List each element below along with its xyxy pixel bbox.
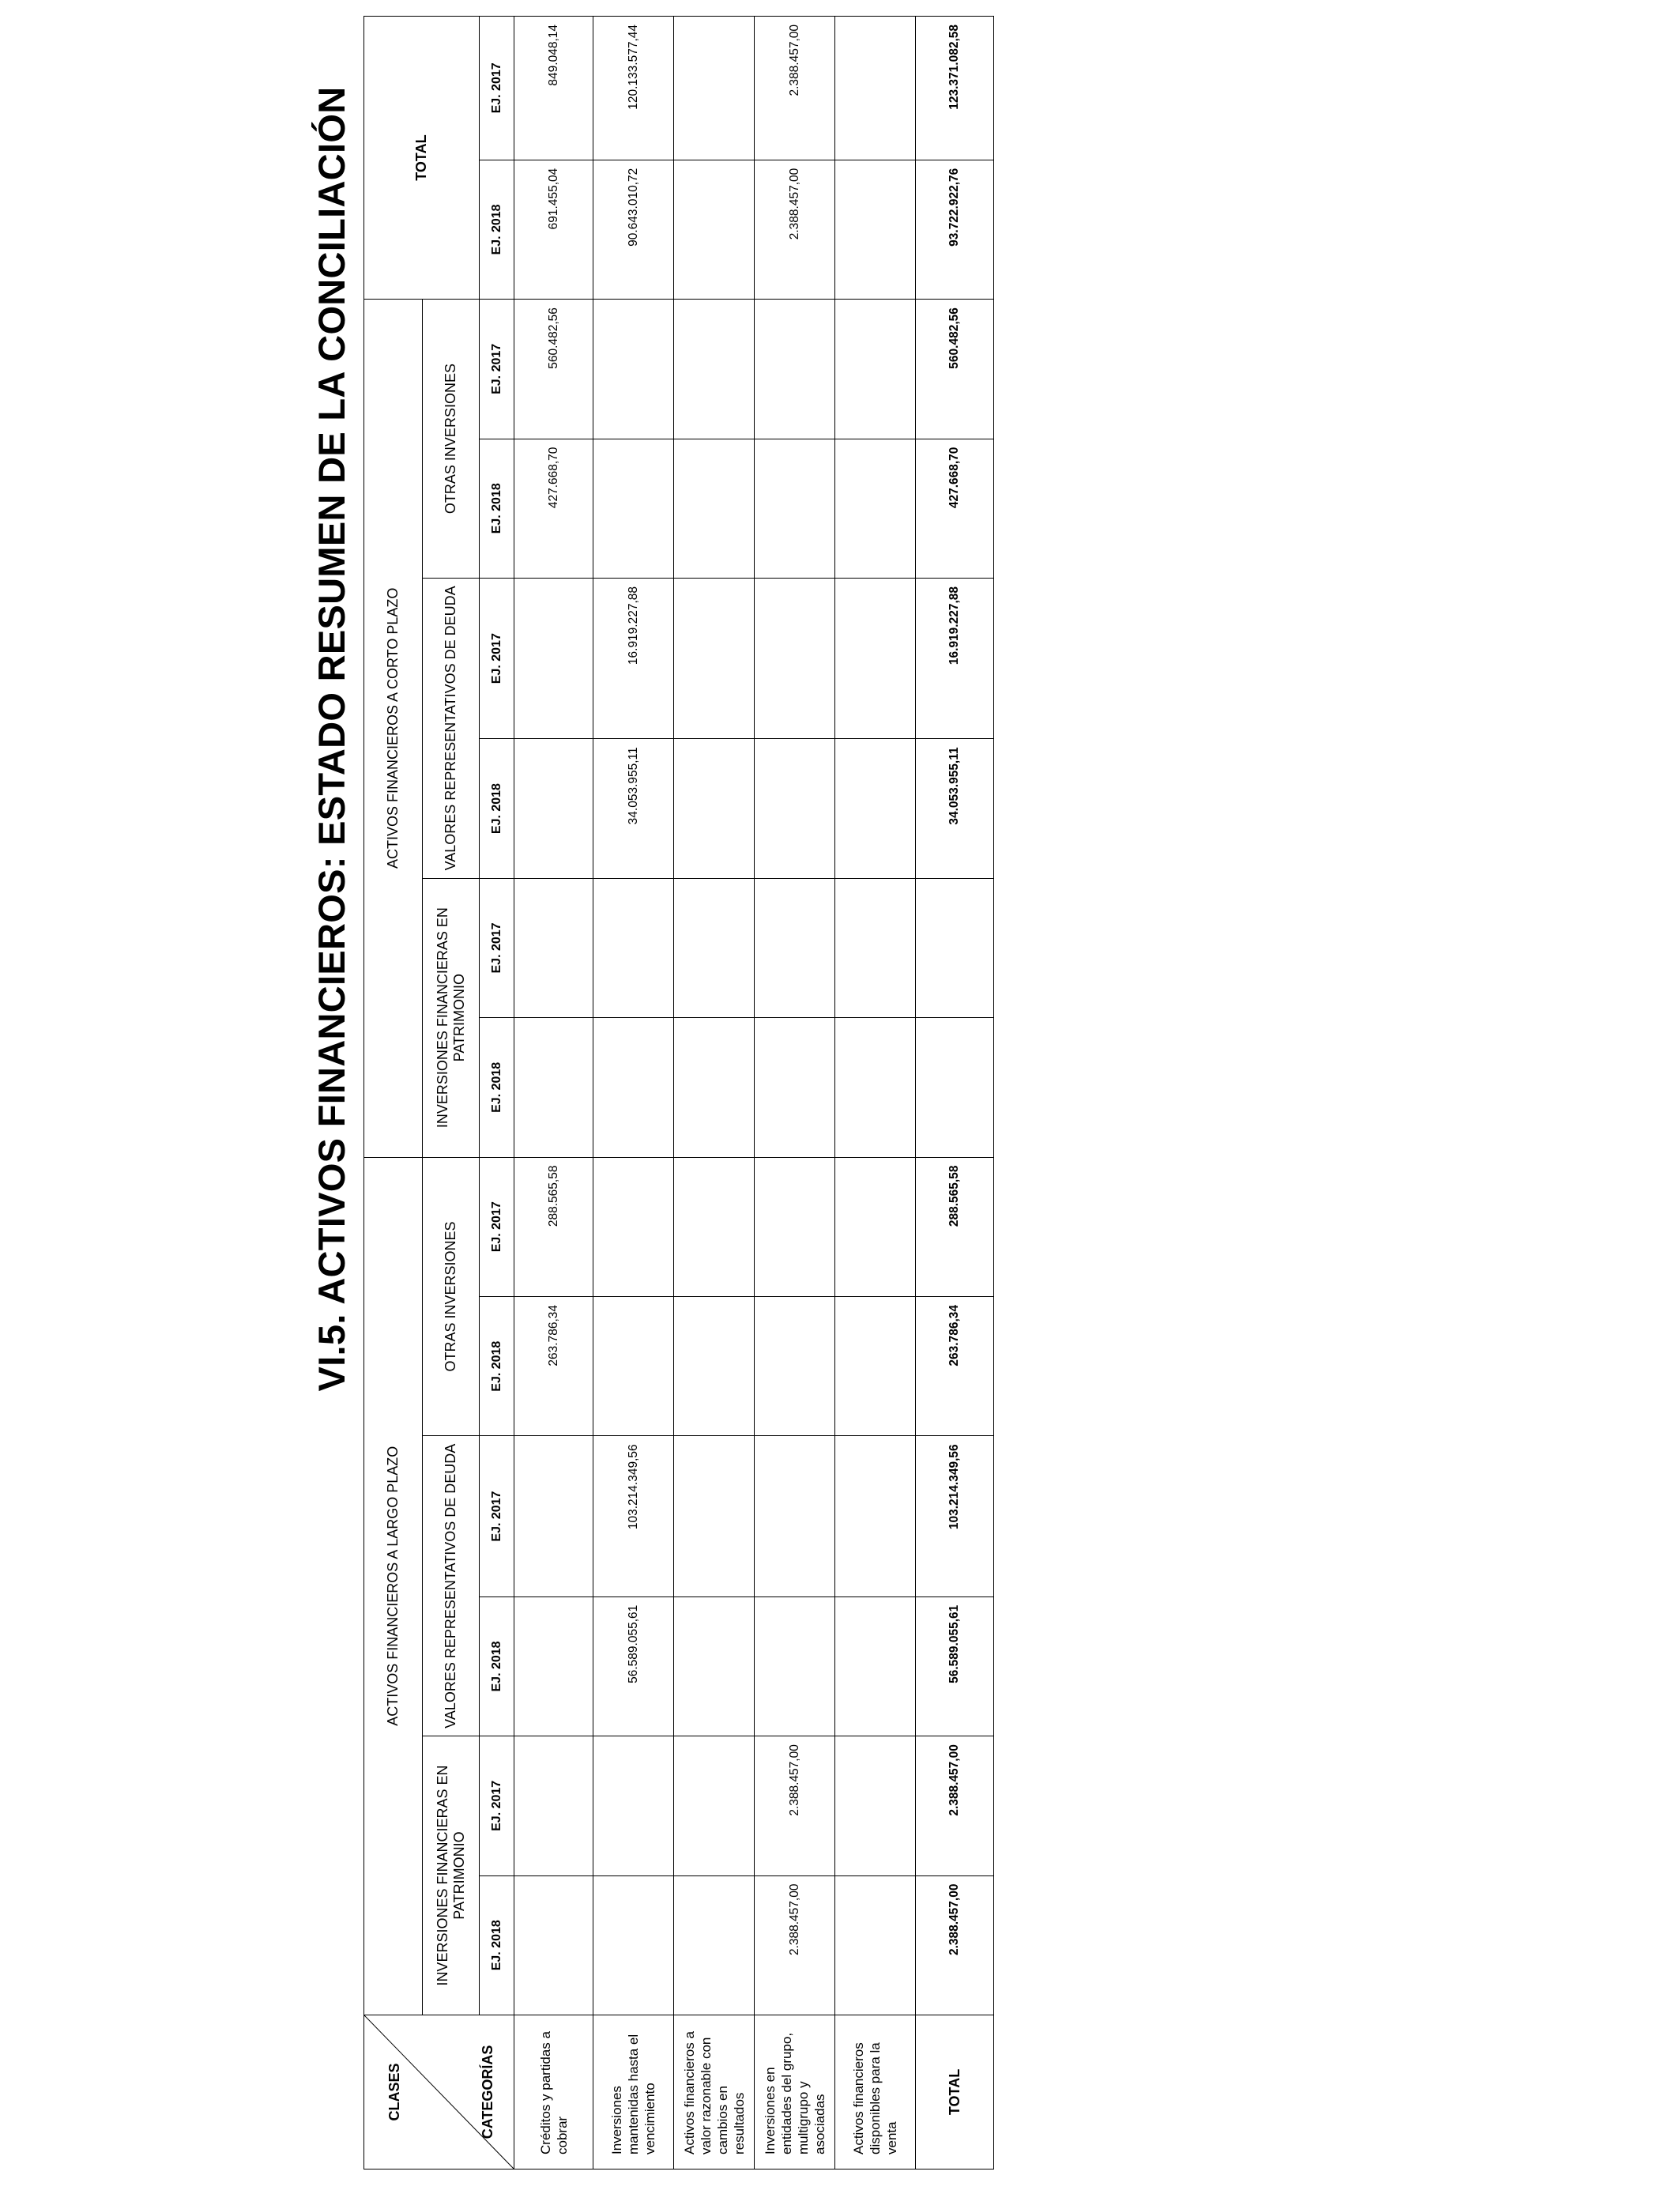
year-header: EJ. 2017 <box>480 300 514 439</box>
year-header: EJ. 2018 <box>480 439 514 578</box>
table-cell <box>755 1596 835 1736</box>
year-header: EJ. 2018 <box>480 1596 514 1736</box>
table-cell: 427.668,70 <box>514 439 593 578</box>
table-cell <box>674 1736 755 1875</box>
year-header: EJ. 2017 <box>480 1736 514 1875</box>
year-header: EJ. 2017 <box>480 578 514 738</box>
year-header: EJ. 2018 <box>480 1296 514 1435</box>
total-label: TOTAL <box>916 2015 994 2169</box>
table-cell <box>593 1736 674 1875</box>
clases-label: CLASES <box>386 2063 402 2121</box>
year-header: EJ. 2018 <box>480 160 514 299</box>
table-cell <box>593 878 674 1017</box>
table-cell <box>674 1296 755 1435</box>
lp-inv-patrimonio-header: INVERSIONES FINANCIERAS EN PATRIMONIO <box>423 1736 480 2015</box>
year-header: EJ. 2017 <box>480 878 514 1017</box>
table-cell <box>755 300 835 439</box>
table-cell <box>514 1436 593 1596</box>
category-label: Activos financieros a valor razonable con cambios en resultados <box>674 2015 755 2169</box>
table-cell <box>593 300 674 439</box>
table-cell <box>514 878 593 1017</box>
categorias-label: CATEGORÍAS <box>480 2045 495 2139</box>
table-cell <box>674 1157 755 1296</box>
table-cell <box>835 878 916 1017</box>
total-cell: 103.214.349,56 <box>916 1436 994 1596</box>
table-cell <box>755 1018 835 1157</box>
table-cell: 90.643.010,72 <box>593 160 674 299</box>
cp-valores-deuda-header: VALORES REPRESENTATIVOS DE DEUDA <box>423 578 480 878</box>
year-header: EJ. 2018 <box>480 1875 514 2015</box>
total-cell: 123.371.082,58 <box>916 17 994 160</box>
table-cell: 691.455,04 <box>514 160 593 299</box>
table-cell <box>674 1436 755 1596</box>
total-cell: 288.565,58 <box>916 1157 994 1296</box>
largo-plazo-header: ACTIVOS FINANCIEROS A LARGO PLAZO <box>364 1157 423 2015</box>
table-cell <box>755 1296 835 1435</box>
table-cell <box>674 878 755 1017</box>
table-cell <box>835 1875 916 2015</box>
table-cell: 103.214.349,56 <box>593 1436 674 1596</box>
total-cell: 34.053.955,11 <box>916 739 994 878</box>
year-header: EJ. 2017 <box>480 17 514 160</box>
table-container <box>363 16 993 2169</box>
cp-inv-patrimonio-header: INVERSIONES FINANCIERAS EN PATRIMONIO <box>423 878 480 1157</box>
year-header: EJ. 2018 <box>480 739 514 878</box>
total-cell <box>916 878 994 1017</box>
table-cell <box>755 739 835 878</box>
table-cell: 2.388.457,00 <box>755 1736 835 1875</box>
page-title: VI.5. ACTIVOS FINANCIEROS: ESTADO RESUMEN DE LA CONCILIACIÓN <box>311 86 352 1392</box>
year-header: EJ. 2017 <box>480 1436 514 1596</box>
table-cell: 56.589.055,61 <box>593 1596 674 1736</box>
table-cell <box>593 439 674 578</box>
total-cell: 2.388.457,00 <box>916 1875 994 2015</box>
total-cell: 427.668,70 <box>916 439 994 578</box>
table-cell <box>755 1436 835 1596</box>
table-cell <box>674 1875 755 2015</box>
table-cell <box>835 439 916 578</box>
table-cell: 2.388.457,00 <box>755 160 835 299</box>
table-cell <box>674 17 755 160</box>
table-cell: 16.919.227,88 <box>593 578 674 738</box>
table-cell <box>674 160 755 299</box>
year-header-row <box>480 17 514 2169</box>
table-cell: 2.388.457,00 <box>755 17 835 160</box>
table-cell: 288.565,58 <box>514 1157 593 1296</box>
table-cell <box>674 739 755 878</box>
table-cell <box>755 1157 835 1296</box>
table-row <box>593 17 674 2169</box>
table-cell <box>674 578 755 738</box>
table-cell <box>674 1018 755 1157</box>
total-cell: 2.388.457,00 <box>916 1736 994 1875</box>
table-cell: 560.482,56 <box>514 300 593 439</box>
table-cell <box>514 1736 593 1875</box>
table-cell <box>835 160 916 299</box>
lp-valores-deuda-header: VALORES REPRESENTATIVOS DE DEUDA <box>423 1436 480 1736</box>
table-cell <box>514 1875 593 2015</box>
year-header: EJ. 2017 <box>480 1157 514 1296</box>
table-row <box>835 17 916 2169</box>
clases-categorias-corner <box>364 2015 514 2169</box>
table-row <box>674 17 755 2169</box>
table-cell <box>835 1296 916 1435</box>
lp-otras-inversiones-header: OTRAS INVERSIONES <box>423 1157 480 1436</box>
table-cell: 120.133.577,44 <box>593 17 674 160</box>
total-cell <box>916 1018 994 1157</box>
table-cell <box>835 1157 916 1296</box>
table-cell <box>835 1436 916 1596</box>
year-header: EJ. 2018 <box>480 1018 514 1157</box>
table-cell <box>674 300 755 439</box>
table-cell <box>514 578 593 738</box>
table-cell <box>835 739 916 878</box>
total-header: TOTAL <box>364 17 480 300</box>
cp-otras-inversiones-header: OTRAS INVERSIONES <box>423 300 480 579</box>
table-cell <box>593 1157 674 1296</box>
category-label: Inversiones mantenidas hasta el vencimiento <box>593 2015 674 2169</box>
table-row <box>514 17 593 2169</box>
table-cell <box>593 1875 674 2015</box>
table-cell <box>593 1296 674 1435</box>
table-cell <box>755 578 835 738</box>
total-cell: 16.919.227,88 <box>916 578 994 738</box>
table-cell: 34.053.955,11 <box>593 739 674 878</box>
reconciliation-table <box>363 16 994 2169</box>
table-cell <box>593 1018 674 1157</box>
table-cell <box>674 1596 755 1736</box>
table-cell: 263.786,34 <box>514 1296 593 1435</box>
table-row <box>755 17 835 2169</box>
table-cell <box>835 1596 916 1736</box>
table-cell <box>514 1018 593 1157</box>
table-cell <box>755 878 835 1017</box>
total-cell: 93.722.922,76 <box>916 160 994 299</box>
table-cell <box>674 439 755 578</box>
category-label: Créditos y partidas a cobrar <box>514 2015 593 2169</box>
total-cell: 560.482,56 <box>916 300 994 439</box>
table-cell <box>835 300 916 439</box>
table-cell <box>514 1596 593 1736</box>
table-cell <box>835 1736 916 1875</box>
total-cell: 56.589.055,61 <box>916 1596 994 1736</box>
table-cell: 849.048,14 <box>514 17 593 160</box>
table-cell <box>835 17 916 160</box>
table-cell <box>514 739 593 878</box>
table-cell: 2.388.457,00 <box>755 1875 835 2015</box>
corto-plazo-header: ACTIVOS FINANCIEROS A CORTO PLAZO <box>364 300 423 1157</box>
category-label: Activos financieros disponibles para la venta <box>835 2015 916 2169</box>
total-cell: 263.786,34 <box>916 1296 994 1435</box>
category-label: Inversiones en entidades del grupo, multigrupo y asociadas <box>755 2015 835 2169</box>
table-cell <box>835 578 916 738</box>
table-cell <box>835 1018 916 1157</box>
total-row <box>916 17 994 2169</box>
table-cell <box>755 439 835 578</box>
